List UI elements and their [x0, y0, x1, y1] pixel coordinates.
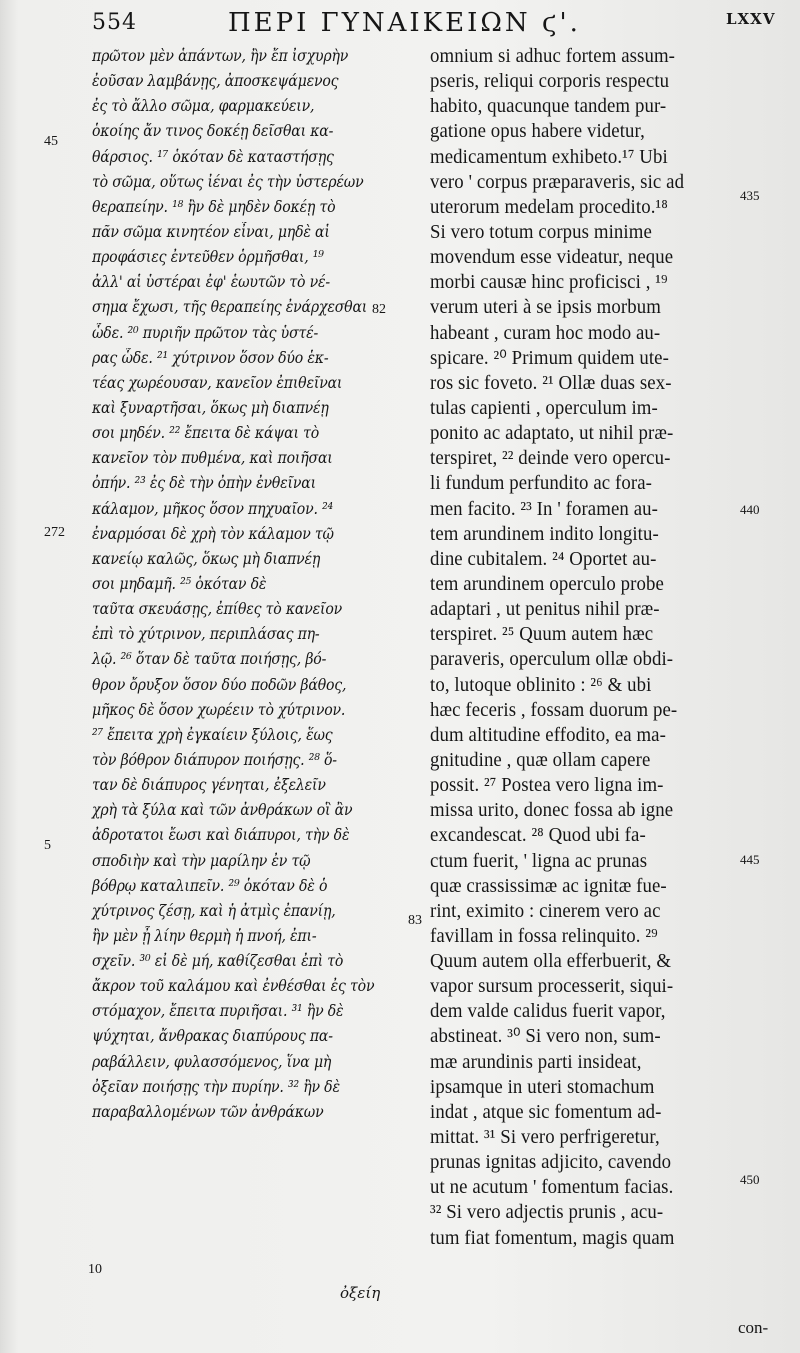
- greek-text-line: ὀπήν. ²³ ἐς δὲ τὴν ὀπὴν ἐνθεῖναι: [92, 474, 316, 493]
- latin-text-line: terspiret. ²⁵ Quum autem hæc: [430, 624, 654, 646]
- margin-number: 435: [740, 188, 760, 203]
- greek-text-line: τὸν βόθρον διάπυρον ποιήσῃς. ²⁸ ὅ-: [92, 750, 337, 769]
- greek-text-line: πᾶν σῶμα κινητέον εἶναι, μηδὲ αἱ: [92, 222, 330, 241]
- margin-number: 10: [88, 1262, 102, 1277]
- latin-catchword: con-: [738, 1318, 769, 1337]
- greek-text-line: ψύχηται, ἄνθρακας διαπύρους πα-: [92, 1027, 333, 1046]
- greek-text-line: κάλαμον, μῆκος ὅσον πηχυαῖον. ²⁴: [92, 499, 334, 518]
- greek-text-line: κανείῳ καλῶς, ὅκως μὴ διαπνέῃ: [92, 549, 321, 568]
- greek-text-line: θάρσιος. ¹⁷ ὁκόταν δὲ καταστήσῃς: [92, 147, 334, 166]
- latin-text-line: to, lutoque oblinito : ²⁶ & ubi: [430, 674, 652, 696]
- greek-text-line: προφάσιες ἐντεῦθεν ὁρμῆσθαι, ¹⁹: [92, 248, 324, 267]
- greek-text-line: σχεῖν. ³⁰ εἰ δὲ μή, καθίζεσθαι ἐπὶ τὸ: [92, 952, 344, 971]
- latin-text-line: uterorum medelam procedito.¹⁸: [430, 196, 668, 218]
- latin-text-line: indat , atque sic fomentum ad-: [430, 1101, 662, 1123]
- greek-text-line: λῷ. ²⁶ ὅταν δὲ ταῦτα ποιήσῃς, βό-: [92, 650, 327, 669]
- latin-text-line: missa urito, donec fossa ab igne: [430, 800, 674, 822]
- latin-text-line: ³² Si vero adjectis prunis , acu-: [430, 1202, 664, 1224]
- greek-text-line: ἐοῦσαν λαμβάνῃς, ἀποσκεψάμενος: [92, 72, 339, 91]
- greek-text-line: τὸ σῶμα, οὕτως ἰέναι ἐς τὴν ὑστερέων: [92, 172, 364, 191]
- latin-text-line: abstineat. ³⁰ Si vero non, sum-: [430, 1026, 661, 1048]
- greek-text-line: βόθρῳ καταλιπεῖν. ²⁹ ὁκόταν δὲ ὁ: [92, 876, 328, 895]
- greek-text-line: κανεῖον τὸν πυθμένα, καὶ ποιῆσαι: [92, 449, 333, 468]
- latin-text-line: possit. ²⁷ Postea vero ligna im-: [430, 775, 664, 797]
- latin-text-line: ponito ac adaptato, ut nihil præ-: [430, 423, 674, 445]
- page-number: 554: [92, 10, 137, 35]
- greek-text-line: ρας ὧδε. ²¹ χύτρινον ὅσον δύο ἑκ-: [92, 348, 329, 367]
- margin-number: 445: [740, 852, 760, 867]
- greek-text-line: χύτρινος ζέσῃ, καὶ ἡ ἀτμὶς ἐπανίῃ,: [92, 901, 336, 920]
- greek-text-line: σοι μηδέν. ²² ἔπειτα δὲ κάψαι τὸ: [92, 424, 320, 443]
- latin-text-line: movendum esse videatur, neque: [430, 247, 674, 269]
- latin-text-line: quæ crassissimæ ac ignitæ fue-: [430, 875, 667, 897]
- book-number: ϛ'.: [541, 8, 581, 38]
- latin-text-line: spicare. ²⁰ Primum quidem ute-: [430, 347, 669, 369]
- greek-text-line: τέας χωρέουσαν, κανεῖον ἐπιθεῖναι: [92, 373, 343, 392]
- greek-text-line: χρὴ τὰ ξύλα καὶ τῶν ἀνθράκων οἳ ἂν: [92, 801, 353, 820]
- latin-text-line: vapor sursum processerit, siqui-: [430, 976, 674, 998]
- margin-number: 440: [740, 502, 760, 517]
- latin-text-line: tem arundinem operculo probe: [430, 573, 664, 595]
- greek-text-line: ἐναρμόσαι δὲ χρὴ τὸν κάλαμον τῷ: [92, 524, 334, 543]
- latin-text-line: ctum fuerit, ' ligna ac prunas: [430, 850, 648, 872]
- margin-number: 272: [44, 525, 65, 540]
- latin-text-line: mittat. ³¹ Si vero perfrigeretur,: [430, 1127, 660, 1149]
- latin-text-line: habeant , curam hoc modo au-: [430, 322, 661, 344]
- latin-text-line: vero ' corpus præparaveris, sic ad: [430, 171, 685, 193]
- greek-text-line: πρῶτον μὲν ἁπάντων, ἢν ἔπ ἰσχυρὴν: [92, 47, 349, 65]
- greek-text-line: ὧδε. ²⁰ πυριῆν πρῶτον τὰς ὑστέ-: [92, 323, 319, 342]
- latin-text-line: medicamentum exhibeto.¹⁷ Ubi: [430, 146, 668, 168]
- greek-text-line: ἢν μὲν ᾖ λίην θερμὴ ἡ πνοή, ἐπι-: [92, 926, 317, 945]
- latin-text-line: ut ne acutum ' fomentum facias.: [430, 1177, 674, 1199]
- latin-text-line: prunas ignitas adjicito, cavendo: [430, 1152, 672, 1174]
- greek-text-line: ὁκοίης ἄν τινος δοκέῃ δεῖσθαι κα-: [92, 122, 334, 141]
- greek-text-line: ὀξεῖαν ποιήσῃς τὴν πυρίην. ³² ἢν δὲ: [92, 1077, 340, 1096]
- latin-text-line: omnium si adhuc fortem assum-: [430, 46, 676, 67]
- greek-text-line: σημα ἔχωσι, τῆς θεραπείης ἐνάρχεσθαι: [92, 298, 368, 317]
- greek-text-line: ἐς τὸ ἄλλο σῶμα, φαρμακεύειν,: [92, 97, 315, 116]
- margin-number: 83: [408, 913, 422, 928]
- greek-text-line: θρον ὄρυξον ὅσον δύο ποδῶν βάθος,: [92, 675, 347, 694]
- latin-text-line: hæc feceris , fossam duorum pe-: [430, 699, 678, 721]
- latin-text-line: terspiret, ²² deinde vero opercu-: [430, 448, 671, 470]
- greek-text-line: ταῦτα σκευάσῃς, ἐπίθες τὸ κανεῖον: [92, 600, 343, 619]
- latin-text-line: ros sic foveto. ²¹ Ollæ duas sex-: [430, 372, 672, 394]
- greek-text-line: καὶ ξυναρτῆσαι, ὅκως μὴ διαπνέῃ: [92, 398, 329, 417]
- greek-text-line: θεραπείην. ¹⁸ ἢν δὲ μηδὲν δοκέῃ τὸ: [92, 197, 336, 216]
- greek-text-line: ταν δὲ διάπυρος γένηται, ἐξελεῖν: [92, 776, 326, 795]
- latin-text-line: gnitudine , quæ ollam capere: [430, 749, 651, 771]
- greek-text-line: ²⁷ ἔπειτα χρὴ ἐγκαίειν ξύλοις, ἕως: [92, 725, 333, 744]
- greek-text-line: σοι μηδαμῆ. ²⁵ ὁκόταν δὲ: [92, 574, 267, 593]
- running-title: [228, 8, 581, 38]
- latin-text-line: Si vero totum corpus minime: [430, 221, 652, 243]
- greek-text-line: ἐπὶ τὸ χύτρινον, περιπλάσας πη-: [92, 625, 320, 644]
- latin-text-line: ipsamque in uteri stomachum: [430, 1076, 655, 1098]
- latin-text-line: tem arundinem indito longitu-: [430, 523, 659, 545]
- running-title-text: ΠΕΡΙ ΓΥΝΑΙΚΕΙΩΝ: [228, 8, 531, 38]
- latin-text-line: dem valde calidus fuerit vapor,: [430, 1001, 666, 1023]
- latin-text-line: morbi causæ hinc proficisci , ¹⁹: [430, 272, 668, 294]
- greek-text-line: ἀδροτατοι ἔωσι καὶ διάπυροι, τὴν δὲ: [92, 826, 350, 845]
- latin-text-line: tum fiat fomentum, magis quam: [430, 1227, 675, 1249]
- greek-text-line: ἄκρον τοῦ καλάμου καὶ ἐνθέσθαι ἐς τὸν: [92, 977, 375, 996]
- margin-number: 450: [740, 1172, 760, 1187]
- latin-text-line: men facito. ²³ In ' foramen au-: [430, 498, 658, 520]
- latin-text-line: tulas capienti , operculum im-: [430, 397, 658, 419]
- running-header: [0, 4, 800, 40]
- latin-text-line: rint, eximito : cinerem vero ac: [430, 900, 661, 922]
- latin-text-line: dum altitudine effodito, ea ma-: [430, 724, 666, 746]
- latin-text-line: verum uteri à se ipsis morbum: [430, 297, 661, 319]
- greek-text-line: σποδιὴν καὶ τὴν μαρίλην ἐν τῷ: [92, 851, 311, 870]
- margin-number: 5: [44, 838, 51, 853]
- section-marker: LXXV: [726, 10, 776, 28]
- margin-number: 82: [372, 302, 386, 317]
- latin-text-line: paraveris, operculum ollæ obdi-: [430, 649, 674, 671]
- greek-text-line: ἀλλ' αἱ ὑστέραι ἐφ' ἑωυτῶν τὸ νέ-: [92, 273, 330, 292]
- latin-text-line: adaptari , ut penitus nihil præ-: [430, 599, 660, 621]
- margin-number: 45: [44, 134, 58, 149]
- latin-text-line: gatione opus habere videtur,: [430, 121, 645, 143]
- latin-text-line: pseris, reliqui corporis respectu: [430, 71, 670, 93]
- latin-text-line: dine cubitalem. ²⁴ Oportet au-: [430, 548, 657, 570]
- latin-text-line: mæ arundinis parti insideat,: [430, 1051, 642, 1073]
- latin-text-line: li fundum perfundito ac fora-: [430, 473, 653, 495]
- greek-text-line: παραβαλλομένων τῶν ἀνθράκων: [92, 1102, 324, 1121]
- greek-catchword: ὀξείη: [340, 1284, 381, 1302]
- latin-text-line: excandescat. ²⁸ Quod ubi fa-: [430, 825, 646, 847]
- latin-text-line: Quum autem olla efferbuerit, &: [430, 951, 672, 973]
- greek-text-line: στόμαχον, ἔπειτα πυριῆσαι. ³¹ ἢν δὲ: [92, 1002, 344, 1021]
- greek-text-line: ραβάλλειν, φυλασσόμενος, ἵνα μὴ: [92, 1052, 332, 1071]
- latin-text-line: favillam in fossa relinquito. ²⁹: [430, 925, 658, 947]
- greek-text-line: μῆκος δὲ ὅσον χωρέειν τὸ χύτρινον.: [92, 700, 346, 719]
- greek-text-column: [92, 44, 422, 1125]
- latin-text-column: [430, 44, 760, 1251]
- latin-text-line: habito, quacunque tandem pur-: [430, 96, 667, 118]
